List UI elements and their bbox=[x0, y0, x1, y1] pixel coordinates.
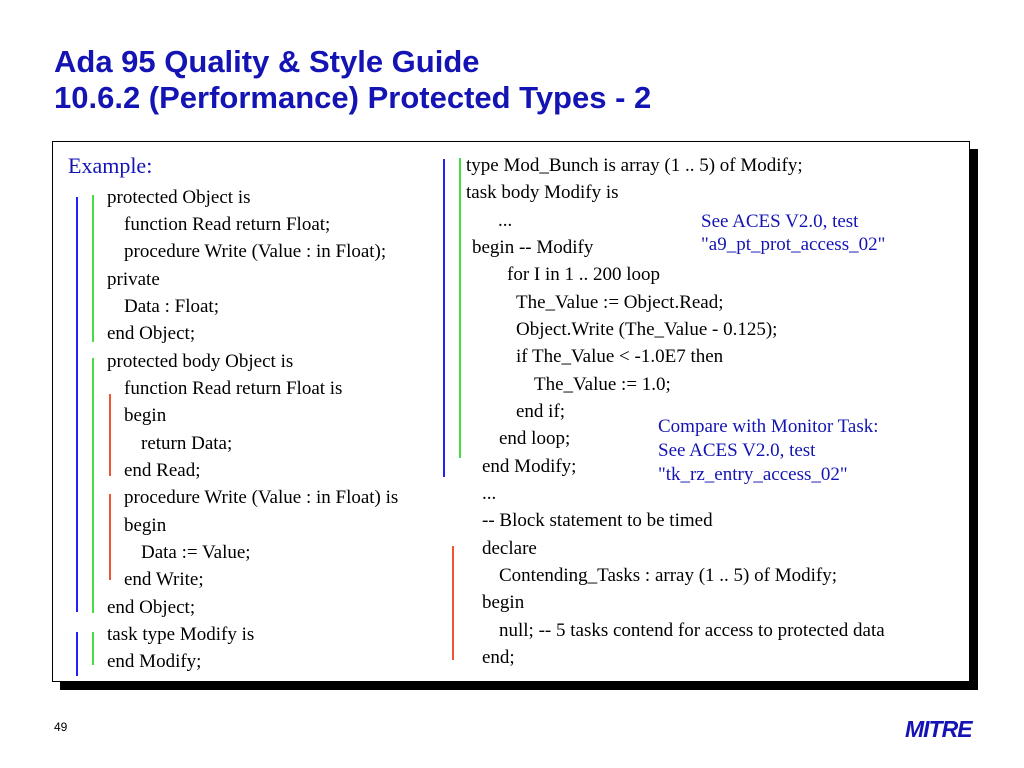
compare-note-line-1: Compare with Monitor Task: bbox=[658, 416, 879, 437]
right-code-line: Object.Write (The_Value - 0.125); bbox=[516, 319, 778, 340]
page-number: 49 bbox=[54, 720, 68, 734]
left-code-line: end Modify; bbox=[107, 651, 202, 672]
right-code-line: null; -- 5 tasks contend for access to protected data bbox=[499, 620, 885, 641]
left-code-line: function Read return Float; bbox=[124, 214, 331, 235]
left-code-line: function Read return Float is bbox=[124, 378, 343, 399]
left-code-line: procedure Write (Value : in Float); bbox=[124, 241, 387, 262]
left-code-line: protected body Object is bbox=[107, 351, 294, 372]
green-bracket-bar bbox=[459, 158, 461, 458]
slide-title-line-2: 10.6.2 (Performance) Protected Types - 2 bbox=[54, 80, 652, 115]
right-code-line: end; bbox=[482, 647, 515, 668]
slide-title bbox=[54, 44, 651, 116]
left-code-line: begin bbox=[124, 515, 167, 536]
left-code-line: end Object; bbox=[107, 597, 196, 618]
blue-bracket-bar bbox=[76, 632, 78, 676]
slide-title-line-1: Ada 95 Quality & Style Guide bbox=[54, 44, 480, 79]
right-code-line: -- Block statement to be timed bbox=[482, 510, 713, 531]
right-code-line: Contending_Tasks : array (1 .. 5) of Modify; bbox=[499, 565, 837, 586]
left-code-line: end Read; bbox=[124, 460, 201, 481]
green-bracket-bar bbox=[92, 632, 94, 665]
left-code-line: end Write; bbox=[124, 569, 204, 590]
green-bracket-bar bbox=[92, 358, 94, 613]
red-bracket-bar bbox=[109, 494, 111, 580]
compare-note-line-3: "tk_rz_entry_access_02" bbox=[658, 464, 848, 485]
right-code-line: The_Value := Object.Read; bbox=[516, 292, 724, 313]
right-code-line: type Mod_Bunch is array (1 .. 5) of Modify; bbox=[466, 155, 803, 176]
right-code-line: begin -- Modify bbox=[472, 237, 594, 258]
blue-bracket-bar bbox=[443, 159, 445, 477]
red-bracket-bar bbox=[109, 394, 111, 476]
example-label: Example: bbox=[68, 153, 153, 178]
mitre-logo: MITRE bbox=[905, 716, 972, 742]
right-code-line: The_Value := 1.0; bbox=[534, 374, 671, 395]
right-code-line: task body Modify is bbox=[466, 182, 619, 203]
right-code-line: ... bbox=[498, 210, 513, 231]
aces-note-line-2: "a9_pt_prot_access_02" bbox=[701, 234, 886, 255]
left-code-line: Data := Value; bbox=[141, 542, 251, 563]
right-code-line: end if; bbox=[516, 401, 566, 422]
right-code-line: if The_Value < -1.0E7 then bbox=[516, 346, 724, 367]
right-code-line: begin bbox=[482, 592, 525, 613]
left-code-line: private bbox=[107, 269, 160, 290]
left-code-line: return Data; bbox=[141, 433, 233, 454]
left-code-line: end Object; bbox=[107, 323, 196, 344]
blue-bracket-bar bbox=[76, 197, 78, 612]
left-code-line: procedure Write (Value : in Float) is bbox=[124, 487, 399, 508]
right-code-line: end loop; bbox=[499, 428, 571, 449]
red-bracket-bar bbox=[452, 546, 454, 660]
right-code-line: end Modify; bbox=[482, 456, 577, 477]
aces-note-line-1: See ACES V2.0, test bbox=[701, 211, 859, 232]
left-code-line: task type Modify is bbox=[107, 624, 255, 645]
right-code-line: for I in 1 .. 200 loop bbox=[507, 264, 661, 285]
right-code-line: ... bbox=[482, 483, 497, 504]
compare-note-line-2: See ACES V2.0, test bbox=[658, 440, 816, 461]
left-code-line: begin bbox=[124, 405, 167, 426]
green-bracket-bar bbox=[92, 195, 94, 342]
left-code-line: protected Object is bbox=[107, 187, 251, 208]
left-code-line: Data : Float; bbox=[124, 296, 219, 317]
right-code-line: declare bbox=[482, 538, 537, 559]
